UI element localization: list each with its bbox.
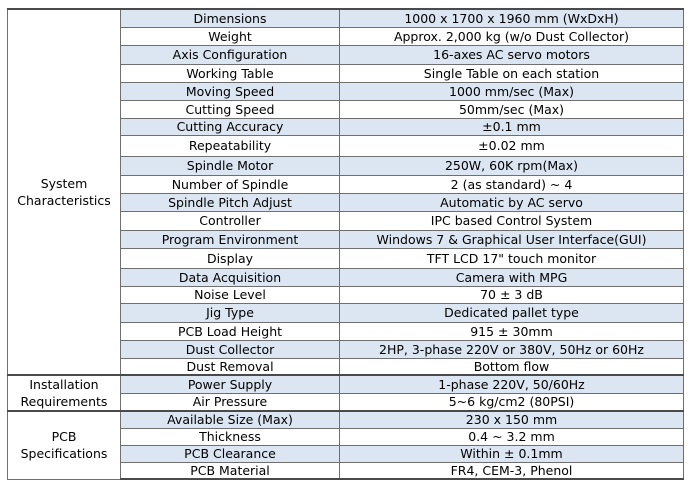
spec-row — [8, 375, 684, 393]
spec-value: Dedicated pallet type — [340, 303, 684, 322]
spec-row — [8, 9, 684, 27]
spec-label: Repeatability — [121, 135, 340, 156]
spec-value: 1000 x 1700 x 1960 mm (WxDxH) — [340, 9, 684, 27]
spec-label: Cutting Speed — [121, 100, 340, 118]
spec-value: Within ± 0.1mm — [340, 445, 684, 462]
spec-value: 70 ± 3 dB — [340, 286, 684, 303]
spec-value: 250W, 60K rpm(Max) — [340, 156, 684, 175]
spec-label: Controller — [121, 211, 340, 230]
spec-value: TFT LCD 17" touch monitor — [340, 248, 684, 268]
spec-value: ±0.1 mm — [340, 118, 684, 135]
spec-label: Program Environment — [121, 230, 340, 248]
spec-label: Dust Removal — [121, 358, 340, 375]
spec-label: Noise Level — [121, 286, 340, 303]
spec-label: Spindle Pitch Adjust — [121, 193, 340, 211]
spec-value: Camera with MPG — [340, 268, 684, 286]
spec-label: Working Table — [121, 64, 340, 82]
group-title: PCB Specifications — [8, 411, 121, 479]
spec-value: Bottom flow — [340, 358, 684, 375]
spec-table — [7, 8, 684, 480]
spec-value: 50mm/sec (Max) — [340, 100, 684, 118]
spec-value: 1000 mm/sec (Max) — [340, 82, 684, 100]
group-title: Installation Requirements — [8, 375, 121, 411]
spec-label: Dimensions — [121, 9, 340, 27]
spec-value: 915 ± 30mm — [340, 322, 684, 340]
spec-label: PCB Material — [121, 462, 340, 479]
spec-value: Windows 7 & Graphical User Interface(GUI) — [340, 230, 684, 248]
spec-value: 16-axes AC servo motors — [340, 45, 684, 64]
spec-label: Data Acquisition — [121, 268, 340, 286]
spec-label: Axis Configuration — [121, 45, 340, 64]
spec-table-body — [8, 9, 684, 479]
spec-value: 2 (as standard) ~ 4 — [340, 175, 684, 193]
spec-label: Jig Type — [121, 303, 340, 322]
spec-label: Air Pressure — [121, 393, 340, 411]
spec-value: 230 x 150 mm — [340, 411, 684, 428]
spec-value: Approx. 2,000 kg (w/o Dust Collector) — [340, 27, 684, 45]
spec-value: Automatic by AC servo — [340, 193, 684, 211]
spec-label: Moving Speed — [121, 82, 340, 100]
spec-row — [8, 411, 684, 428]
spec-label: Number of Spindle — [121, 175, 340, 193]
spec-value: 5~6 kg/cm2 (80PSI) — [340, 393, 684, 411]
group-title: System Characteristics — [8, 9, 121, 375]
spec-value: Single Table on each station — [340, 64, 684, 82]
spec-label: Power Supply — [121, 375, 340, 393]
spec-label: Cutting Accuracy — [121, 118, 340, 135]
spec-value: 0.4 ~ 3.2 mm — [340, 428, 684, 445]
spec-label: PCB Load Height — [121, 322, 340, 340]
spec-label: Dust Collector — [121, 340, 340, 358]
spec-value: 1-phase 220V, 50/60Hz — [340, 375, 684, 393]
spec-label: Display — [121, 248, 340, 268]
spec-label: PCB Clearance — [121, 445, 340, 462]
spec-value: IPC based Control System — [340, 211, 684, 230]
spec-value: ±0.02 mm — [340, 135, 684, 156]
spec-label: Spindle Motor — [121, 156, 340, 175]
spec-value: 2HP, 3-phase 220V or 380V, 50Hz or 60Hz — [340, 340, 684, 358]
spec-label: Weight — [121, 27, 340, 45]
spec-label: Thickness — [121, 428, 340, 445]
spec-value: FR4, CEM-3, Phenol — [340, 462, 684, 479]
spec-label: Available Size (Max) — [121, 411, 340, 428]
